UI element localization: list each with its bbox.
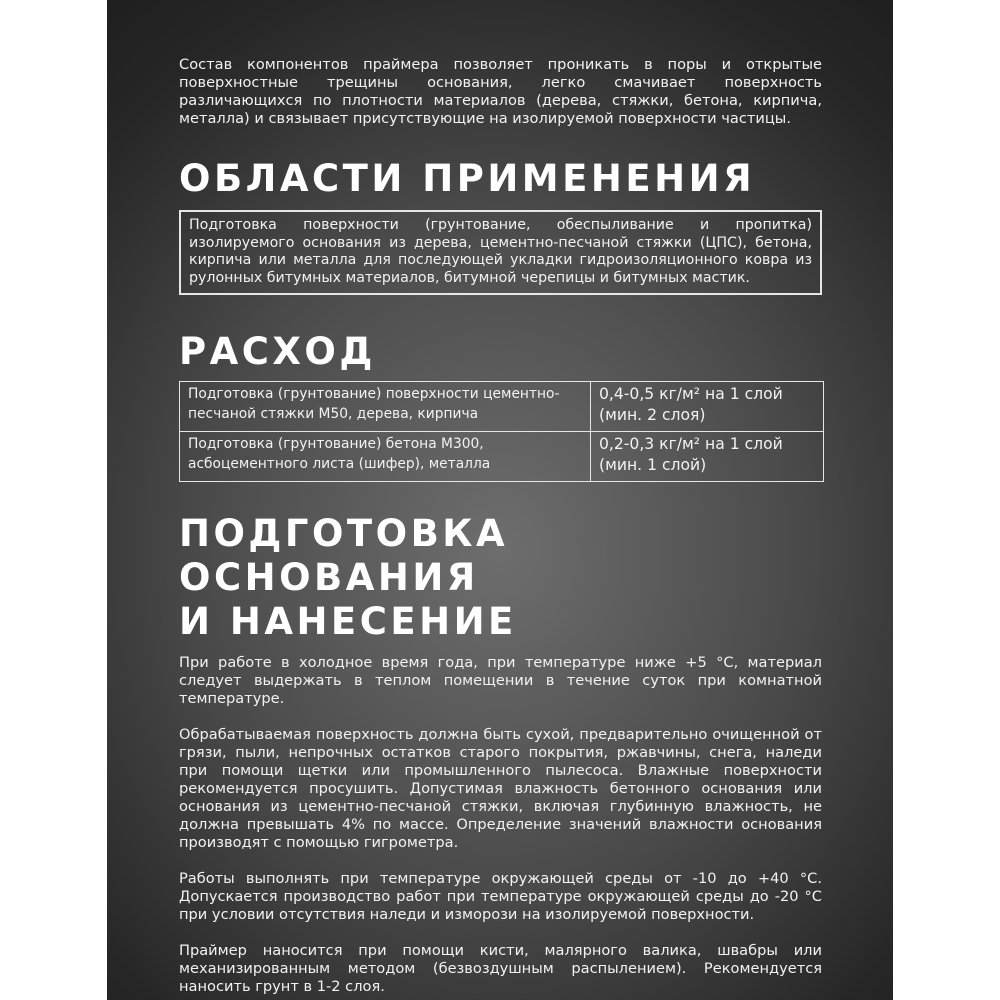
areas-box: [179, 210, 822, 295]
preparation-paragraph: Обрабатываемая поверхность должна быть сухой, предварительно очищенной от грязи, пыли, непрочных остатков старого покрытия, ржавчины, снега, наледи при помощи щетки или промышленного пылесоса. Влажные поверхности рекомендуется просушить. Допустимая влажность бетонного основания или основания из цементно-песчаной стяжки, включая глубинную влажность, не должна превышать 4% по массе. Определение значений влажности основания производят с помощью гигрометра.: [179, 726, 822, 851]
preparation-paragraph: При работе в холодное время года, при температуре ниже +5 °С, материал следует выдержать в теплом помещении в течение суток при комнатной температуре.: [179, 654, 822, 707]
consumption-rate: 0,2-0,3 кг/м² на 1 слой: [599, 435, 783, 453]
intro-paragraph: Состав компонентов праймера позволяет проникать в поры и открытые поверхностные трещины основания, легко смачивает поверхность различающихся по плотности материалов (дерева, стяжки, бетона, кирпича, металла) и связывает присутствующие на изолируемой поверхности частицы.: [179, 56, 822, 127]
document-content: [179, 56, 822, 1000]
consumption-application-cell: Подготовка (грунтование) поверхности цементно-песчаной стяжки М50, дерева, кирпича: [180, 382, 591, 432]
consumption-rate-cell: [591, 382, 824, 432]
document-page: [107, 0, 893, 1000]
consumption-application-cell: Подготовка (грунтование) бетона М300, асбоцементного листа (шифер), металла: [180, 432, 591, 482]
table-row: [180, 432, 824, 482]
table-row: [180, 382, 824, 432]
areas-text: Подготовка поверхности (грунтование, обеспыливание и пропитка) изолируемого основания из дерева, цементно-песчаной стяжки (ЦПС), бетона, кирпича или металла для последующей укладки гидроизоляционного ковра из рулонных битумных материалов, битумной черепицы и битумных мастик.: [189, 217, 812, 286]
preparation-heading-line1: ПОДГОТОВКА ОСНОВАНИЯ: [179, 512, 509, 599]
preparation-paragraph: Работы выполнять при температуре окружающей среды от -10 до +40 °С. Допускается производство работ при температуре окружающей среды до -20 °С при условии отсутствия наледи и изморози на изолируемой поверхности.: [179, 870, 822, 923]
consumption-rate: 0,4-0,5 кг/м² на 1 слой: [599, 385, 783, 403]
preparation-heading-line2: И НАНЕСЕНИЕ: [179, 600, 517, 643]
consumption-rate-cell: [591, 432, 824, 482]
consumption-table: [179, 381, 824, 482]
preparation-paragraph: Праймер наносится при помощи кисти, малярного валика, швабры или механизированным методом (безвоздушным распылением). Рекомендуется наносить грунт в 1-2 слоя.: [179, 942, 822, 995]
consumption-heading: РАСХОД: [179, 330, 376, 373]
consumption-note: (мин. 1 слой): [599, 456, 707, 474]
preparation-heading: [179, 512, 822, 644]
areas-heading: ОБЛАСТИ ПРИМЕНЕНИЯ: [179, 157, 756, 200]
consumption-note: (мин. 2 слоя): [599, 406, 706, 424]
preparation-body: [179, 654, 822, 996]
